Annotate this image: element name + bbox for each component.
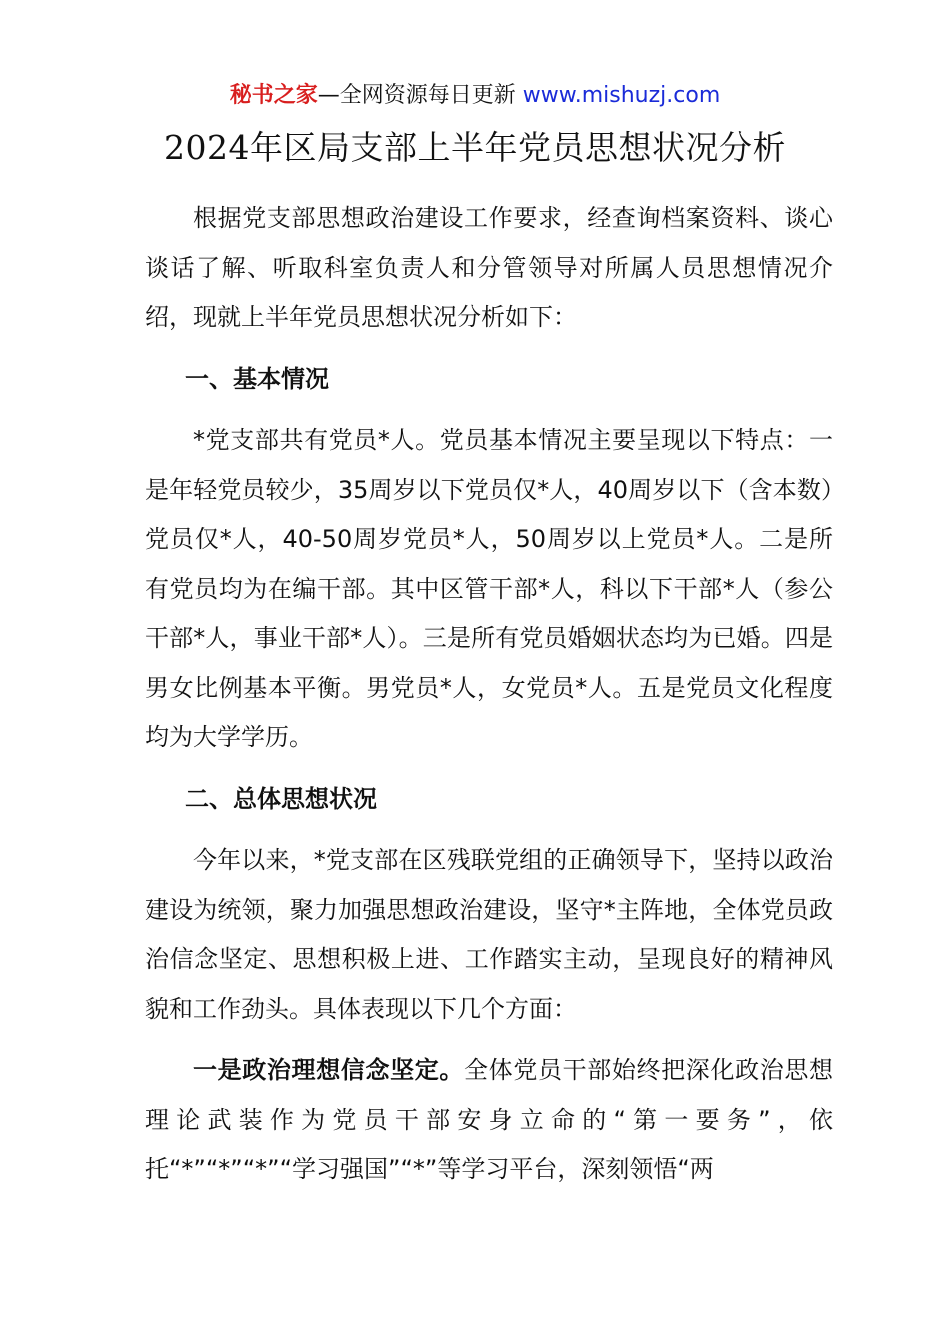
section-heading-basic: 一、基本情况 [185,364,329,393]
brand-name: 秘书之家 [229,83,318,108]
intro-paragraph: 根据党支部思想政治建设工作要求，经查询档案资料、谈心谈话了解、听取科室负责人和分管领导对所属人员思想情况介绍，现就上半年党员思想状况分析如下： [145,204,833,331]
point-one-paragraph [145,1046,833,1195]
site-url-link[interactable]: www.mishuzj.com [522,83,721,108]
point-one-text: 全体党员干部始终把深化政治思想理论武装作为党员干部安身立命的“第一要务”，依托“*”“*”“*”“学习强国”“*”等学习平台，深刻领悟“两 [145,1056,834,1183]
section-heading-overall: 二、总体思想状况 [185,784,377,813]
document-title: 2024年区局支部上半年党员思想状况分析 [164,128,786,167]
basic-info-paragraph: *党支部共有党员*人。党员基本情况主要呈现以下特点：一是年轻党员较少，35周岁以下党员仅*人，40周岁以下（含本数）党员仅*人，40-50周岁党员*人，50周岁以上党员*人。二是所有党员均为在编干部。其中区管干部*人，科以下干部*人（参公干部*人，事业干部*人）。三是所有党员婚姻状态均为已婚。四是男女比例基本平衡。男党员*人，女党员*人。五是党员文化程度均为大学学历。 [145,426,833,751]
overall-paragraph: 今年以来，*党支部在区残联党组的正确领导下，坚持以政治建设为统领，聚力加强思想政治建设，坚守*主阵地，全体党员政治信念坚定、思想积极上进、工作踏实主动，呈现良好的精神风貌和工作劲头。具体表现以下几个方面： [145,846,833,1023]
point-one-lead: 一是政治理想信念坚定。 [193,1056,465,1084]
document-body [145,194,833,1207]
header-slogan: —全网资源每日更新 [317,83,523,108]
site-header [0,80,950,112]
